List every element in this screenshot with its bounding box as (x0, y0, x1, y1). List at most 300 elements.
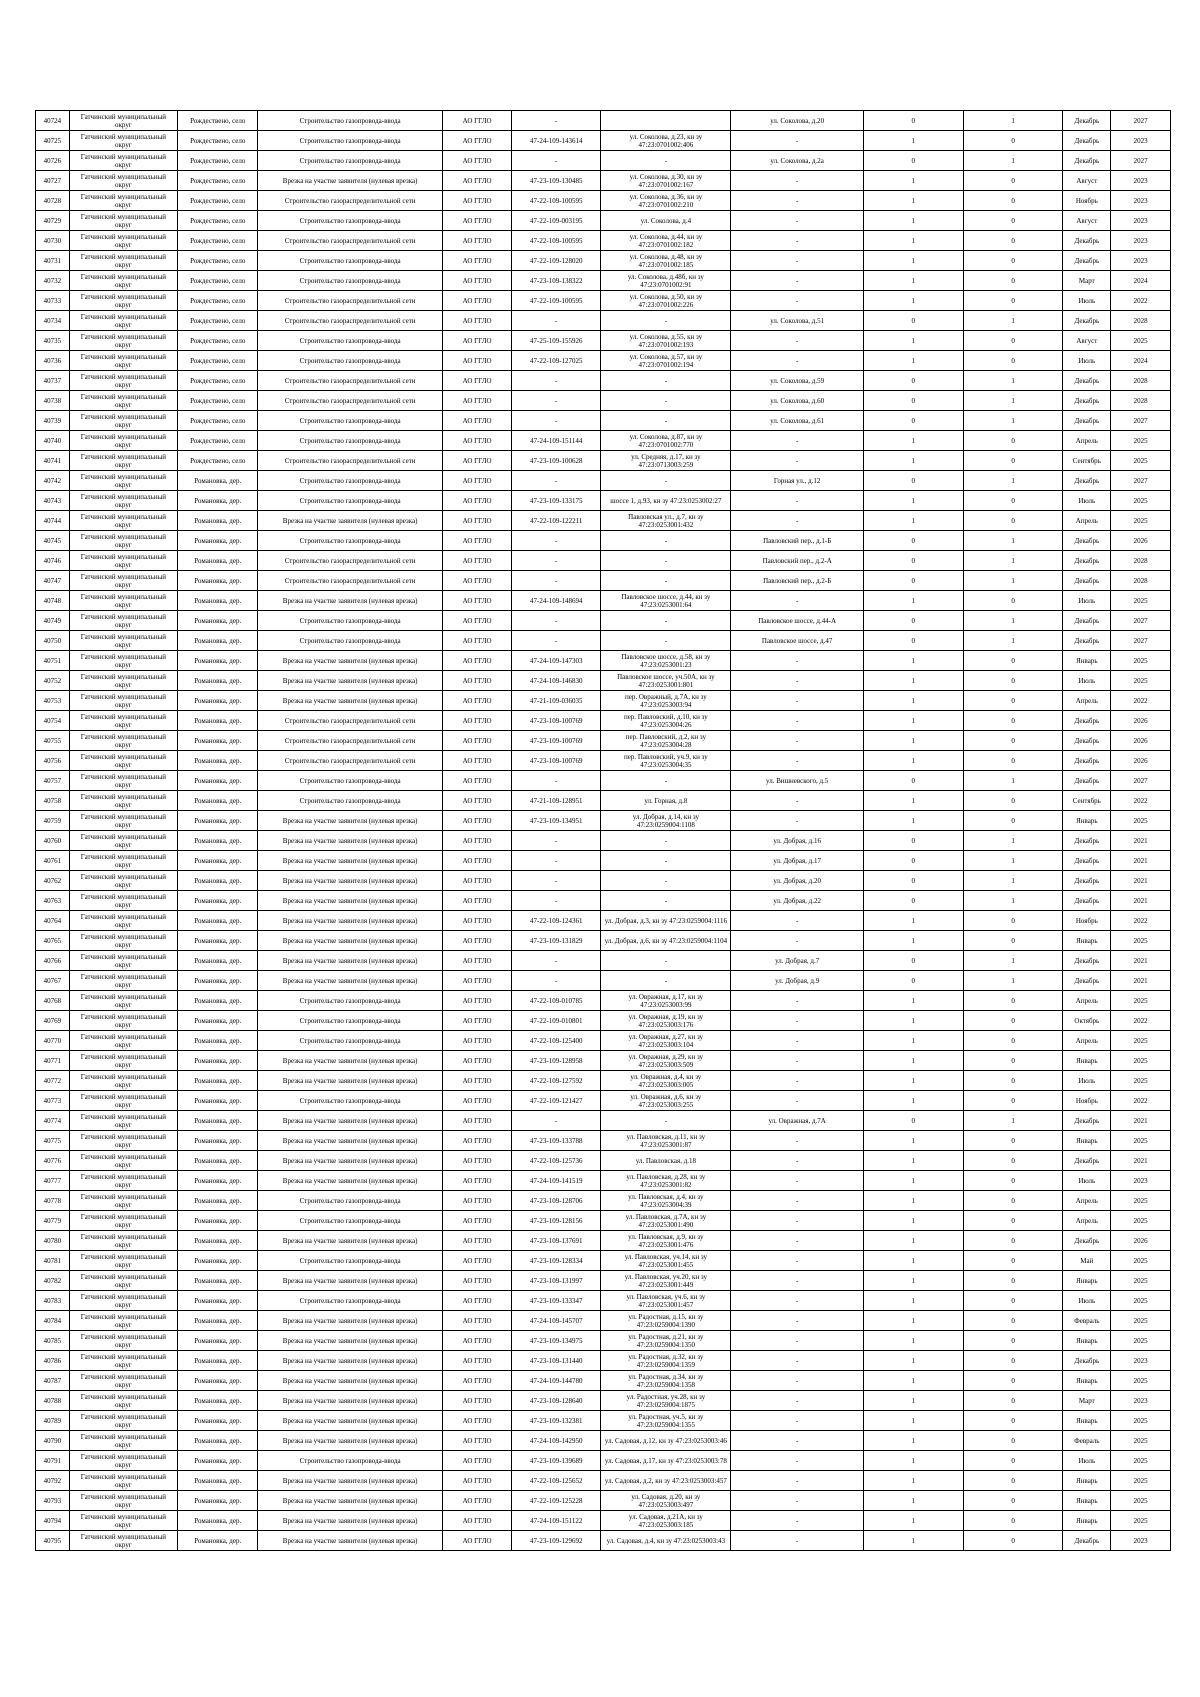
cell-settlement: Романовка, дер. (178, 1011, 258, 1031)
cell-application-number: - (512, 611, 601, 631)
cell-count-done: 1 (863, 211, 963, 231)
cell-count-planned: 1 (963, 971, 1063, 991)
cell-work-type: Врезка на участке заявителя (нулевая врезка) (258, 1111, 442, 1131)
cell-district: Гатчинский муниципальный округ (69, 231, 178, 251)
cell-address-cadastral: ул. Павловская, д.7А, кн зу 47:23:0253001:490 (601, 1211, 731, 1231)
cell-planned-address: ул. Добрая, д.7 (731, 951, 863, 971)
cell-planned-address: - (731, 1131, 863, 1151)
cell-month: Декабрь (1063, 831, 1111, 851)
cell-organization: АО ГГЛО (442, 791, 511, 811)
cell-work-type: Строительство газораспределительной сети (258, 391, 442, 411)
cell-application-number: 47-23-109-139689 (512, 1451, 601, 1471)
cell-district: Гатчинский муниципальный округ (69, 1431, 178, 1451)
cell-count-planned: 0 (963, 451, 1063, 471)
cell-address-cadastral: ул. Соколова, д.44, кн зу 47:23:0701002:182 (601, 231, 731, 251)
cell-year: 2023 (1111, 1391, 1171, 1411)
table-row (36, 171, 1171, 191)
cell-month: Декабрь (1063, 111, 1111, 131)
cell-address-cadastral: ул. Овражная, д.19, кн зу 47:23:0253003:176 (601, 1011, 731, 1031)
cell-address-cadastral: ул. Соколова, д.87, кн зу 47:23:0701002:770 (601, 431, 731, 451)
cell-count-done: 0 (863, 391, 963, 411)
cell-month: Декабрь (1063, 891, 1111, 911)
cell-district: Гатчинский муниципальный округ (69, 491, 178, 511)
cell-planned-address: - (731, 1411, 863, 1431)
cell-work-type: Строительство газопровода-ввода (258, 791, 442, 811)
cell-settlement: Романовка, дер. (178, 891, 258, 911)
cell-settlement: Романовка, дер. (178, 1491, 258, 1511)
cell-count-planned: 0 (963, 1291, 1063, 1311)
cell-settlement: Романовка, дер. (178, 551, 258, 571)
cell-organization: АО ГГЛО (442, 1191, 511, 1211)
cell-settlement: Романовка, дер. (178, 791, 258, 811)
cell-address-cadastral: ул. Садовая, д.2, кн зу 47:23:0253003:457 (601, 1471, 731, 1491)
cell-row-id: 40793 (36, 1491, 70, 1511)
cell-count-planned: 1 (963, 891, 1063, 911)
cell-settlement: Романовка, дер. (178, 671, 258, 691)
cell-month: Сентябрь (1063, 791, 1111, 811)
cell-planned-address: ул. Соколова, д.61 (731, 411, 863, 431)
cell-count-done: 0 (863, 871, 963, 891)
cell-application-number: 47-22-109-125228 (512, 1491, 601, 1511)
cell-count-planned: 0 (963, 291, 1063, 311)
cell-count-planned: 0 (963, 131, 1063, 151)
cell-application-number: 47-22-109-125400 (512, 1031, 601, 1051)
cell-application-number: - (512, 411, 601, 431)
cell-count-done: 1 (863, 1191, 963, 1211)
cell-application-number: 47-23-109-128640 (512, 1391, 601, 1411)
cell-planned-address: ул. Добрая, д.16 (731, 831, 863, 851)
cell-row-id: 40734 (36, 311, 70, 331)
cell-organization: АО ГГЛО (442, 1451, 511, 1471)
cell-district: Гатчинский муниципальный округ (69, 431, 178, 451)
cell-row-id: 40739 (36, 411, 70, 431)
cell-count-done: 1 (863, 1051, 963, 1071)
cell-organization: АО ГГЛО (442, 451, 511, 471)
cell-year: 2025 (1111, 1451, 1171, 1471)
cell-count-planned: 1 (963, 411, 1063, 431)
cell-planned-address: - (731, 1371, 863, 1391)
cell-organization: АО ГГЛО (442, 111, 511, 131)
cell-month: Декабрь (1063, 571, 1111, 591)
table-row (36, 111, 1171, 131)
cell-address-cadastral: - (601, 851, 731, 871)
cell-count-done: 1 (863, 491, 963, 511)
cell-address-cadastral: ул. Соколова, д.48б, кн зу 47:23:0701002:91 (601, 271, 731, 291)
cell-year: 2025 (1111, 1251, 1171, 1271)
cell-count-planned: 1 (963, 871, 1063, 891)
cell-application-number: 47-23-109-133347 (512, 1291, 601, 1311)
cell-row-id: 40772 (36, 1071, 70, 1091)
cell-row-id: 40783 (36, 1291, 70, 1311)
cell-organization: АО ГГЛО (442, 471, 511, 491)
cell-work-type: Врезка на участке заявителя (нулевая врезка) (258, 931, 442, 951)
table-row (36, 771, 1171, 791)
cell-district: Гатчинский муниципальный округ (69, 1351, 178, 1371)
cell-application-number: 47-22-109-128020 (512, 251, 601, 271)
cell-address-cadastral: ул. Добрая, д.14, кн зу 47:23:0259004:1108 (601, 811, 731, 831)
cell-planned-address: - (731, 671, 863, 691)
cell-count-planned: 0 (963, 1511, 1063, 1531)
cell-year: 2025 (1111, 1291, 1171, 1311)
cell-count-planned: 0 (963, 811, 1063, 831)
cell-settlement: Романовка, дер. (178, 931, 258, 951)
cell-month: Август (1063, 211, 1111, 231)
cell-month: Декабрь (1063, 1531, 1111, 1551)
cell-settlement: Романовка, дер. (178, 811, 258, 831)
cell-month: Январь (1063, 651, 1111, 671)
cell-application-number: 47-23-109-131440 (512, 1351, 601, 1371)
table-row (36, 411, 1171, 431)
cell-planned-address: - (731, 191, 863, 211)
cell-district: Гатчинский муниципальный округ (69, 731, 178, 751)
cell-count-done: 1 (863, 1071, 963, 1091)
cell-organization: АО ГГЛО (442, 931, 511, 951)
cell-year: 2028 (1111, 311, 1171, 331)
cell-planned-address: - (731, 331, 863, 351)
cell-count-planned: 1 (963, 631, 1063, 651)
cell-district: Гатчинский муниципальный округ (69, 811, 178, 831)
cell-planned-address: ул. Добрая, д.9 (731, 971, 863, 991)
cell-application-number: 47-23-109-137691 (512, 1231, 601, 1251)
cell-planned-address: - (731, 1311, 863, 1331)
cell-district: Гатчинский муниципальный округ (69, 131, 178, 151)
cell-address-cadastral (601, 111, 731, 131)
cell-address-cadastral: - (601, 471, 731, 491)
cell-district: Гатчинский муниципальный округ (69, 1471, 178, 1491)
cell-row-id: 40751 (36, 651, 70, 671)
gasification-table (35, 110, 1171, 1551)
cell-row-id: 40744 (36, 511, 70, 531)
cell-work-type: Строительство газопровода-ввода (258, 151, 442, 171)
cell-district: Гатчинский муниципальный округ (69, 951, 178, 971)
cell-address-cadastral: - (601, 1111, 731, 1131)
cell-year: 2025 (1111, 931, 1171, 951)
cell-address-cadastral: ул. Радостная, уч.28, кн зу 47:23:0259004:1875 (601, 1391, 731, 1411)
cell-month: Апрель (1063, 511, 1111, 531)
cell-count-planned: 0 (963, 1411, 1063, 1431)
cell-year: 2025 (1111, 1071, 1171, 1091)
cell-organization: АО ГГЛО (442, 1391, 511, 1411)
cell-row-id: 40779 (36, 1211, 70, 1231)
cell-count-done: 1 (863, 131, 963, 151)
cell-application-number: 47-23-109-133175 (512, 491, 601, 511)
cell-year: 2021 (1111, 1151, 1171, 1171)
cell-month: Декабрь (1063, 311, 1111, 331)
cell-address-cadastral: - (601, 611, 731, 631)
table-row (36, 1511, 1171, 1531)
cell-month: Декабрь (1063, 391, 1111, 411)
table-row (36, 711, 1171, 731)
cell-month: Январь (1063, 1411, 1111, 1431)
cell-address-cadastral: - (601, 311, 731, 331)
cell-settlement: Романовка, дер. (178, 1071, 258, 1091)
cell-month: Декабрь (1063, 971, 1111, 991)
cell-count-planned: 0 (963, 931, 1063, 951)
cell-count-planned: 0 (963, 1131, 1063, 1151)
cell-work-type: Врезка на участке заявителя (нулевая врезка) (258, 1491, 442, 1511)
cell-district: Гатчинский муниципальный округ (69, 751, 178, 771)
cell-count-done: 1 (863, 691, 963, 711)
cell-row-id: 40731 (36, 251, 70, 271)
table-row (36, 391, 1171, 411)
cell-year: 2021 (1111, 891, 1171, 911)
cell-year: 2025 (1111, 1311, 1171, 1331)
cell-application-number: - (512, 551, 601, 571)
cell-planned-address: - (731, 1051, 863, 1071)
cell-settlement: Рождествено, село (178, 231, 258, 251)
cell-address-cadastral: ул. Овражная, д.29, кн зу 47:23:0253003:509 (601, 1051, 731, 1071)
table-row (36, 811, 1171, 831)
cell-planned-address: ул. Добрая, д.17 (731, 851, 863, 871)
cell-month: Июль (1063, 1451, 1111, 1471)
cell-settlement: Рождествено, село (178, 171, 258, 191)
cell-work-type: Строительство газопровода-ввода (258, 771, 442, 791)
cell-settlement: Романовка, дер. (178, 991, 258, 1011)
cell-settlement: Романовка, дер. (178, 691, 258, 711)
cell-application-number: 47-24-109-145707 (512, 1311, 601, 1331)
cell-count-done: 1 (863, 1531, 963, 1551)
cell-year: 2025 (1111, 431, 1171, 451)
cell-district: Гатчинский муниципальный округ (69, 311, 178, 331)
cell-settlement: Романовка, дер. (178, 1291, 258, 1311)
cell-address-cadastral: ул. Средняя, д.17, кн зу 47:23:0713003:259 (601, 451, 731, 471)
cell-settlement: Романовка, дер. (178, 1451, 258, 1471)
cell-work-type: Врезка на участке заявителя (нулевая врезка) (258, 1051, 442, 1071)
cell-settlement: Романовка, дер. (178, 491, 258, 511)
table-row (36, 311, 1171, 331)
cell-year: 2023 (1111, 1171, 1171, 1191)
table-row (36, 651, 1171, 671)
cell-address-cadastral: ул. Павловская, д.28, кн зу 47:23:0253001:82 (601, 1171, 731, 1191)
cell-application-number: 47-22-109-125652 (512, 1471, 601, 1491)
cell-organization: АО ГГЛО (442, 351, 511, 371)
cell-month: Ноябрь (1063, 911, 1111, 931)
cell-planned-address: - (731, 491, 863, 511)
table-row (36, 1531, 1171, 1551)
cell-work-type: Врезка на участке заявителя (нулевая врезка) (258, 1231, 442, 1251)
cell-work-type: Врезка на участке заявителя (нулевая врезка) (258, 811, 442, 831)
cell-address-cadastral: - (601, 571, 731, 591)
cell-address-cadastral: ул. Павловская, уч.6, кн зу 47:23:0253001:457 (601, 1291, 731, 1311)
cell-month: Октябрь (1063, 1011, 1111, 1031)
table-row (36, 1251, 1171, 1271)
cell-count-planned: 0 (963, 671, 1063, 691)
cell-count-done: 1 (863, 711, 963, 731)
table-row (36, 191, 1171, 211)
cell-organization: АО ГГЛО (442, 171, 511, 191)
cell-count-planned: 0 (963, 1331, 1063, 1351)
cell-planned-address: - (731, 931, 863, 951)
cell-application-number: 47-22-109-010801 (512, 1011, 601, 1031)
cell-work-type: Строительство газопровода-ввода (258, 1211, 442, 1231)
cell-district: Гатчинский муниципальный округ (69, 351, 178, 371)
cell-count-done: 1 (863, 1491, 963, 1511)
cell-district: Гатчинский муниципальный округ (69, 891, 178, 911)
cell-work-type: Строительство газопровода-ввода (258, 1451, 442, 1471)
cell-settlement: Романовка, дер. (178, 1471, 258, 1491)
cell-settlement: Романовка, дер. (178, 1411, 258, 1431)
table-row (36, 331, 1171, 351)
cell-row-id: 40780 (36, 1231, 70, 1251)
cell-count-done: 1 (863, 1391, 963, 1411)
cell-application-number: - (512, 891, 601, 911)
table-row (36, 851, 1171, 871)
cell-count-planned: 0 (963, 431, 1063, 451)
cell-year: 2027 (1111, 631, 1171, 651)
cell-row-id: 40787 (36, 1371, 70, 1391)
cell-year: 2025 (1111, 591, 1171, 611)
cell-year: 2022 (1111, 791, 1171, 811)
cell-application-number: 47-24-109-146830 (512, 671, 601, 691)
cell-district: Гатчинский муниципальный округ (69, 211, 178, 231)
cell-month: Декабрь (1063, 151, 1111, 171)
cell-row-id: 40732 (36, 271, 70, 291)
cell-organization: АО ГГЛО (442, 571, 511, 591)
cell-application-number: 47-24-109-151122 (512, 1511, 601, 1531)
cell-settlement: Романовка, дер. (178, 831, 258, 851)
cell-district: Гатчинский муниципальный округ (69, 1411, 178, 1431)
cell-district: Гатчинский муниципальный округ (69, 991, 178, 1011)
cell-organization: АО ГГЛО (442, 231, 511, 251)
cell-application-number: 47-22-109-003195 (512, 211, 601, 231)
cell-address-cadastral: Павловское шоссе, уч.50А, кн зу 47:23:0253001:801 (601, 671, 731, 691)
table-row (36, 571, 1171, 591)
table-row (36, 1391, 1171, 1411)
cell-month: Январь (1063, 811, 1111, 831)
cell-year: 2025 (1111, 1131, 1171, 1151)
cell-row-id: 40733 (36, 291, 70, 311)
cell-month: Март (1063, 271, 1111, 291)
cell-settlement: Рождествено, село (178, 111, 258, 131)
cell-address-cadastral: пер. Павловский, д.2, кн зу 47:23:0253004:28 (601, 731, 731, 751)
cell-district: Гатчинский муниципальный округ (69, 771, 178, 791)
cell-work-type: Строительство газопровода-ввода (258, 211, 442, 231)
cell-organization: АО ГГЛО (442, 1271, 511, 1291)
cell-work-type: Строительство газопровода-ввода (258, 611, 442, 631)
cell-settlement: Романовка, дер. (178, 1351, 258, 1371)
cell-district: Гатчинский муниципальный округ (69, 1211, 178, 1231)
cell-address-cadastral: - (601, 831, 731, 851)
table-row (36, 1131, 1171, 1151)
cell-month: Ноябрь (1063, 1091, 1111, 1111)
cell-count-done: 1 (863, 1291, 963, 1311)
cell-work-type: Строительство газораспределительной сети (258, 371, 442, 391)
cell-planned-address: ул. Добрая, д.22 (731, 891, 863, 911)
cell-count-done: 0 (863, 151, 963, 171)
cell-work-type: Строительство газораспределительной сети (258, 711, 442, 731)
cell-organization: АО ГГЛО (442, 391, 511, 411)
cell-row-id: 40775 (36, 1131, 70, 1151)
cell-district: Гатчинский муниципальный округ (69, 371, 178, 391)
cell-month: Январь (1063, 1491, 1111, 1511)
cell-work-type: Врезка на участке заявителя (нулевая врезка) (258, 1411, 442, 1431)
cell-count-planned: 0 (963, 1531, 1063, 1551)
table-row (36, 1091, 1171, 1111)
cell-row-id: 40763 (36, 891, 70, 911)
cell-work-type: Строительство газораспределительной сети (258, 731, 442, 751)
cell-settlement: Романовка, дер. (178, 611, 258, 631)
cell-district: Гатчинский муниципальный округ (69, 1171, 178, 1191)
cell-address-cadastral: пер. Павловский, уч.9, кн зу 47:23:0253004:35 (601, 751, 731, 771)
table-row (36, 751, 1171, 771)
cell-count-done: 0 (863, 611, 963, 631)
cell-district: Гатчинский муниципальный округ (69, 531, 178, 551)
cell-address-cadastral: ул. Овражная, д.27, кн зу 47:23:0253003:104 (601, 1031, 731, 1051)
cell-work-type: Врезка на участке заявителя (нулевая врезка) (258, 971, 442, 991)
cell-address-cadastral: - (601, 891, 731, 911)
cell-count-planned: 0 (963, 331, 1063, 351)
cell-settlement: Рождествено, село (178, 291, 258, 311)
cell-year: 2026 (1111, 1231, 1171, 1251)
cell-row-id: 40730 (36, 231, 70, 251)
cell-organization: АО ГГЛО (442, 1291, 511, 1311)
cell-application-number: 47-21-109-128951 (512, 791, 601, 811)
cell-row-id: 40773 (36, 1091, 70, 1111)
cell-work-type: Строительство газопровода-ввода (258, 411, 442, 431)
cell-application-number: - (512, 151, 601, 171)
cell-planned-address: - (731, 1071, 863, 1091)
cell-count-done: 0 (863, 411, 963, 431)
cell-district: Гатчинский муниципальный округ (69, 451, 178, 471)
cell-application-number: - (512, 471, 601, 491)
cell-year: 2022 (1111, 1011, 1171, 1031)
cell-organization: АО ГГЛО (442, 1051, 511, 1071)
cell-address-cadastral: ул. Овражная, д.17, кн зу 47:23:0253003:99 (601, 991, 731, 1011)
cell-count-done: 1 (863, 271, 963, 291)
cell-planned-address: - (731, 1031, 863, 1051)
table-row (36, 1111, 1171, 1131)
table-row (36, 1431, 1171, 1451)
cell-year: 2028 (1111, 371, 1171, 391)
cell-application-number: 47-24-109-143614 (512, 131, 601, 151)
cell-organization: АО ГГЛО (442, 711, 511, 731)
cell-address-cadastral: ул. Павловская, уч.20, кн зу 47:23:0253001:449 (601, 1271, 731, 1291)
cell-district: Гатчинский муниципальный округ (69, 1271, 178, 1291)
cell-count-done: 1 (863, 1251, 963, 1271)
cell-settlement: Романовка, дер. (178, 851, 258, 871)
cell-organization: АО ГГЛО (442, 1491, 511, 1511)
cell-count-planned: 0 (963, 991, 1063, 1011)
table-row (36, 1371, 1171, 1391)
cell-planned-address: - (731, 791, 863, 811)
cell-settlement: Романовка, дер. (178, 871, 258, 891)
cell-month: Июль (1063, 351, 1111, 371)
cell-year: 2025 (1111, 331, 1171, 351)
cell-organization: АО ГГЛО (442, 191, 511, 211)
cell-address-cadastral: ул. Садовая, д.21А, кн зу 47:23:0253003:185 (601, 1511, 731, 1531)
cell-year: 2025 (1111, 511, 1171, 531)
cell-planned-address: - (731, 1171, 863, 1191)
cell-application-number: 47-23-109-100769 (512, 711, 601, 731)
table-row (36, 671, 1171, 691)
cell-work-type: Врезка на участке заявителя (нулевая врезка) (258, 911, 442, 931)
cell-year: 2023 (1111, 231, 1171, 251)
cell-planned-address: - (731, 171, 863, 191)
cell-work-type: Врезка на участке заявителя (нулевая врезка) (258, 1071, 442, 1091)
table-row (36, 451, 1171, 471)
cell-district: Гатчинский муниципальный округ (69, 511, 178, 531)
cell-year: 2025 (1111, 1511, 1171, 1531)
cell-row-id: 40767 (36, 971, 70, 991)
cell-count-done: 1 (863, 1231, 963, 1251)
cell-count-planned: 0 (963, 1391, 1063, 1411)
cell-year: 2021 (1111, 971, 1171, 991)
cell-count-planned: 0 (963, 1371, 1063, 1391)
cell-row-id: 40777 (36, 1171, 70, 1191)
table-row (36, 1331, 1171, 1351)
cell-count-planned: 0 (963, 1471, 1063, 1491)
cell-count-planned: 0 (963, 1171, 1063, 1191)
